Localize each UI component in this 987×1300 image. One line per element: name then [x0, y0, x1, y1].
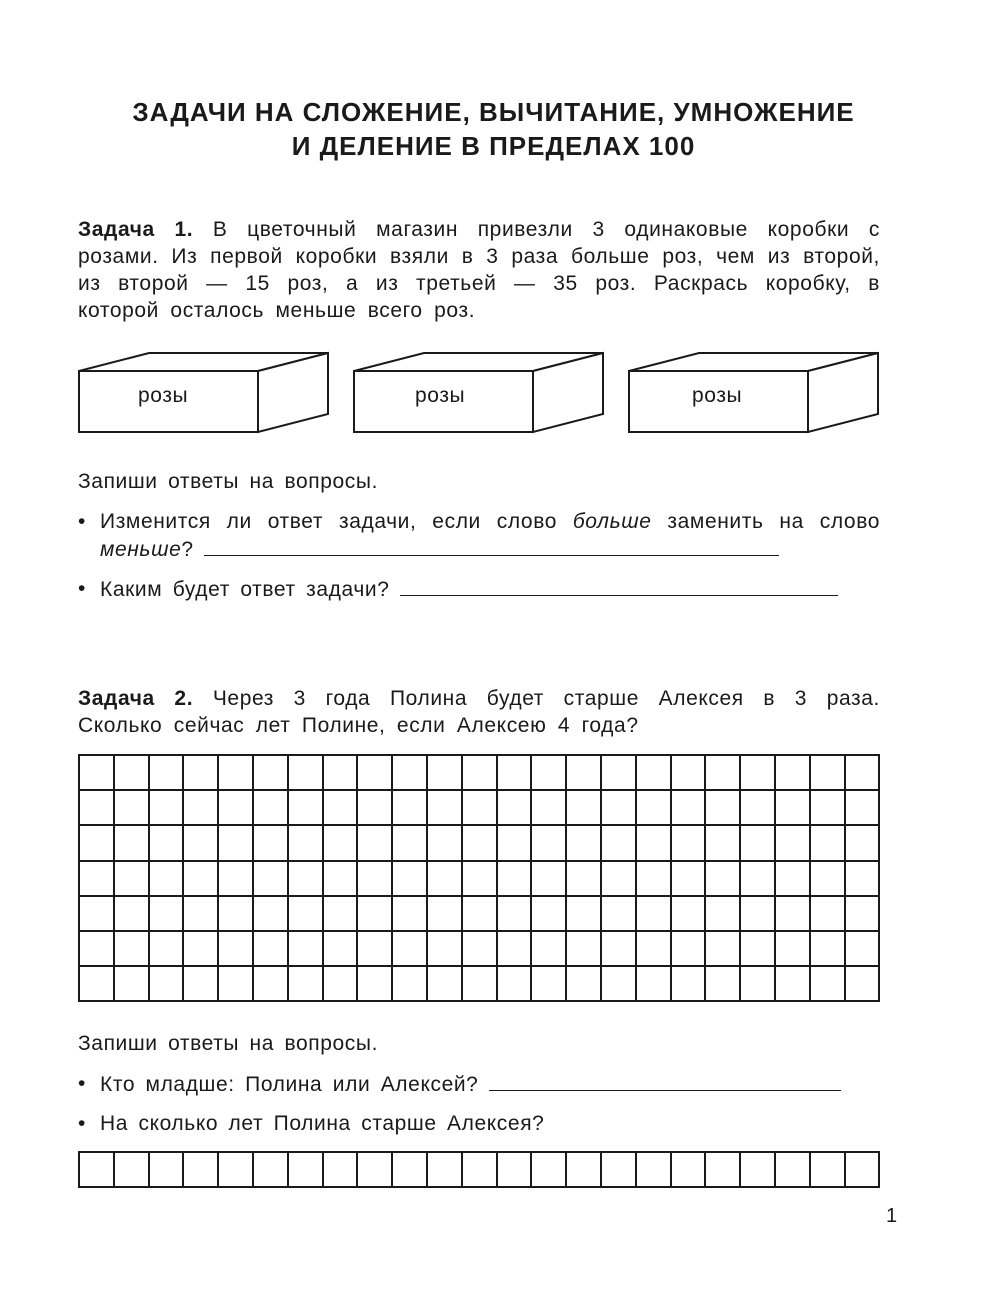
task1-prompt: Запиши ответы на вопросы.: [78, 470, 379, 493]
grid-cell[interactable]: [532, 791, 567, 826]
grid-cell[interactable]: [741, 897, 776, 932]
grid-cell[interactable]: [80, 967, 115, 1002]
grid-cell[interactable]: [846, 967, 881, 1002]
grid-cell[interactable]: [289, 897, 324, 932]
grid-cell[interactable]: [324, 967, 359, 1002]
grid-cell[interactable]: [115, 826, 150, 861]
grid-cell[interactable]: [150, 932, 185, 967]
grid-cell[interactable]: [602, 756, 637, 791]
grid-cell[interactable]: [741, 967, 776, 1002]
grid-cell[interactable]: [115, 932, 150, 967]
grid-cell[interactable]: [184, 967, 219, 1002]
grid-cell[interactable]: [846, 897, 881, 932]
solution-grid[interactable]: [78, 754, 880, 1002]
grid-cell[interactable]: [219, 791, 254, 826]
grid-cell[interactable]: [672, 967, 707, 1002]
grid-cell[interactable]: [184, 897, 219, 932]
grid-cell[interactable]: [498, 756, 533, 791]
page-number: 1: [886, 1205, 898, 1227]
task2-body: Через 3 года Полина будет старше Алексея в 3 раза. Сколько сейчас лет Полине, если Алексею 4 года?: [78, 687, 880, 737]
grid-cell[interactable]: [324, 791, 359, 826]
grid-cell[interactable]: [776, 826, 811, 861]
grid-cell[interactable]: [184, 862, 219, 897]
grid-cell[interactable]: [498, 967, 533, 1002]
grid-cell[interactable]: [254, 756, 289, 791]
grid-cell[interactable]: [602, 862, 637, 897]
grid-cell[interactable]: [358, 932, 393, 967]
rose-box-1[interactable]: [78, 352, 330, 434]
q2-text: На сколько лет Полина старше Алексея?: [100, 1112, 545, 1135]
grid-cell[interactable]: [706, 897, 741, 932]
bullet-icon: •: [78, 1112, 86, 1135]
grid-cell[interactable]: [428, 826, 463, 861]
grid-cell[interactable]: [846, 1153, 881, 1188]
grid-cell[interactable]: [184, 826, 219, 861]
grid-cell[interactable]: [532, 967, 567, 1002]
grid-cell[interactable]: [254, 932, 289, 967]
grid-cell[interactable]: [393, 897, 428, 932]
grid-cell[interactable]: [706, 967, 741, 1002]
grid-cell[interactable]: [289, 932, 324, 967]
grid-cell[interactable]: [324, 1153, 359, 1188]
grid-cell[interactable]: [463, 756, 498, 791]
grid-cell[interactable]: [567, 1153, 602, 1188]
grid-cell[interactable]: [150, 826, 185, 861]
grid-cell[interactable]: [741, 791, 776, 826]
answer-line[interactable]: [400, 575, 838, 596]
grid-cell[interactable]: [393, 932, 428, 967]
grid-cell[interactable]: [184, 791, 219, 826]
rose-box-3[interactable]: [628, 352, 880, 434]
grid-cell[interactable]: [289, 826, 324, 861]
grid-cell[interactable]: [358, 756, 393, 791]
grid-cell[interactable]: [776, 1153, 811, 1188]
grid-cell[interactable]: [637, 1153, 672, 1188]
grid-cell[interactable]: [741, 932, 776, 967]
grid-cell[interactable]: [115, 897, 150, 932]
bullet-icon: •: [78, 510, 86, 533]
grid-cell[interactable]: [289, 791, 324, 826]
grid-cell[interactable]: [115, 967, 150, 1002]
grid-cell[interactable]: [602, 967, 637, 1002]
grid-cell[interactable]: [150, 1153, 185, 1188]
grid-cell[interactable]: [637, 897, 672, 932]
grid-cell[interactable]: [184, 932, 219, 967]
grid-cell[interactable]: [289, 862, 324, 897]
bullet-icon: •: [78, 577, 86, 600]
q1-text: Изменится ли ответ задачи, если слово: [100, 510, 558, 533]
grid-cell[interactable]: [567, 826, 602, 861]
grid-cell[interactable]: [324, 862, 359, 897]
task2-question-1: [78, 1070, 880, 1100]
grid-cell[interactable]: [811, 756, 846, 791]
grid-cell[interactable]: [846, 756, 881, 791]
grid-cell[interactable]: [324, 932, 359, 967]
grid-cell[interactable]: [254, 1153, 289, 1188]
grid-cell[interactable]: [428, 756, 463, 791]
grid-cell[interactable]: [637, 756, 672, 791]
grid-cell[interactable]: [80, 791, 115, 826]
q2-text: Каким будет ответ задачи?: [100, 578, 390, 601]
grid-cell[interactable]: [254, 967, 289, 1002]
grid-cell[interactable]: [324, 897, 359, 932]
grid-cell[interactable]: [184, 1153, 219, 1188]
grid-cell[interactable]: [498, 897, 533, 932]
grid-cell[interactable]: [358, 862, 393, 897]
task2-question-2: [78, 1110, 880, 1140]
task2-text: [78, 685, 880, 739]
answer-line[interactable]: [489, 1070, 841, 1091]
task1-body: В цветочный магазин привезли 3 одинаковые коробки с розами. Из первой коробки взяли в 3 раза больше роз, чем из второй, из второй — 15 роз, а из третьей — 35 роз. Раскрась коробку, в которой осталось меньше всего роз.: [78, 218, 880, 322]
grid-cell[interactable]: [776, 756, 811, 791]
grid-cell[interactable]: [567, 791, 602, 826]
grid-cell[interactable]: [428, 862, 463, 897]
grid-cell[interactable]: [80, 1153, 115, 1188]
box-label: розы: [692, 384, 743, 407]
bullet-icon: •: [78, 1072, 86, 1095]
grid-cell[interactable]: [637, 862, 672, 897]
grid-cell[interactable]: [532, 826, 567, 861]
grid-cell[interactable]: [567, 756, 602, 791]
grid-cell[interactable]: [219, 1153, 254, 1188]
grid-cell[interactable]: [567, 967, 602, 1002]
grid-cell[interactable]: [776, 862, 811, 897]
grid-cell[interactable]: [498, 1153, 533, 1188]
grid-cell[interactable]: [358, 967, 393, 1002]
grid-cell[interactable]: [776, 791, 811, 826]
grid-cell[interactable]: [672, 897, 707, 932]
grid-cell[interactable]: [428, 932, 463, 967]
box-outline-icon: [353, 352, 605, 434]
task1-label: Задача 1.: [78, 218, 194, 241]
grid-cell[interactable]: [532, 932, 567, 967]
grid-cell[interactable]: [672, 1153, 707, 1188]
grid-cell[interactable]: [184, 756, 219, 791]
grid-cell[interactable]: [811, 791, 846, 826]
grid-cell[interactable]: [846, 862, 881, 897]
grid-cell[interactable]: [846, 791, 881, 826]
grid-cell[interactable]: [532, 897, 567, 932]
grid-cell[interactable]: [637, 826, 672, 861]
grid-cell[interactable]: [846, 826, 881, 861]
grid-cell[interactable]: [428, 791, 463, 826]
q1-text-2: заменить на слово: [667, 510, 880, 533]
grid-cell[interactable]: [289, 756, 324, 791]
grid-cell[interactable]: [219, 897, 254, 932]
grid-cell[interactable]: [637, 967, 672, 1002]
grid-cell[interactable]: [498, 932, 533, 967]
grid-cell[interactable]: [463, 826, 498, 861]
grid-cell[interactable]: [289, 967, 324, 1002]
task1-question-1: [78, 508, 880, 568]
grid-cell[interactable]: [463, 967, 498, 1002]
box-label: розы: [138, 384, 189, 407]
title-line-1: ЗАДАЧИ НА СЛОЖЕНИЕ, ВЫЧИТАНИЕ, УМНОЖЕНИЕ: [132, 97, 855, 127]
grid-cell[interactable]: [672, 862, 707, 897]
grid-cell[interactable]: [672, 756, 707, 791]
grid-cell[interactable]: [358, 897, 393, 932]
grid-cell[interactable]: [741, 862, 776, 897]
q1-question-mark: ?: [181, 538, 194, 561]
grid-cell[interactable]: [115, 1153, 150, 1188]
grid-cell[interactable]: [532, 862, 567, 897]
grid-cell[interactable]: [150, 967, 185, 1002]
grid-cell[interactable]: [219, 967, 254, 1002]
q1-word-more: больше: [572, 510, 652, 533]
grid-cell[interactable]: [637, 932, 672, 967]
grid-cell[interactable]: [115, 862, 150, 897]
grid-cell[interactable]: [150, 756, 185, 791]
grid-cell[interactable]: [776, 967, 811, 1002]
grid-cell[interactable]: [80, 862, 115, 897]
grid-cell[interactable]: [393, 791, 428, 826]
grid-cell[interactable]: [498, 826, 533, 861]
grid-cell[interactable]: [567, 897, 602, 932]
q1-text: Кто младше: Полина или Алексей?: [100, 1073, 479, 1096]
grid-cell[interactable]: [428, 1153, 463, 1188]
grid-cell[interactable]: [602, 791, 637, 826]
grid-cell[interactable]: [532, 756, 567, 791]
grid-cell[interactable]: [811, 967, 846, 1002]
box-outline-icon: [628, 352, 880, 434]
grid-cell[interactable]: [741, 1153, 776, 1188]
q1-word-less: меньше: [100, 538, 182, 561]
task1-question-2: [78, 575, 880, 605]
grid-cell[interactable]: [811, 1153, 846, 1188]
grid-cell[interactable]: [637, 791, 672, 826]
grid-cell[interactable]: [602, 1153, 637, 1188]
grid-cell[interactable]: [358, 826, 393, 861]
box-outline-icon: [78, 352, 330, 434]
grid-cell[interactable]: [254, 862, 289, 897]
grid-cell[interactable]: [463, 897, 498, 932]
grid-cell[interactable]: [393, 756, 428, 791]
grid-cell[interactable]: [393, 862, 428, 897]
grid-cell[interactable]: [672, 791, 707, 826]
grid-cell[interactable]: [80, 756, 115, 791]
grid-cell[interactable]: [80, 897, 115, 932]
grid-cell[interactable]: [567, 862, 602, 897]
grid-cell[interactable]: [672, 826, 707, 861]
page-title: [60, 95, 927, 163]
grid-cell[interactable]: [358, 791, 393, 826]
grid-cell[interactable]: [219, 826, 254, 861]
grid-cell[interactable]: [219, 862, 254, 897]
answer-grid[interactable]: [78, 1151, 880, 1188]
grid-cell[interactable]: [498, 791, 533, 826]
grid-cell[interactable]: [428, 967, 463, 1002]
task1-text: [78, 216, 880, 324]
grid-cell[interactable]: [393, 826, 428, 861]
task2-prompt: Запиши ответы на вопросы.: [78, 1032, 379, 1055]
grid-cell[interactable]: [846, 932, 881, 967]
grid-cell[interactable]: [498, 862, 533, 897]
grid-cell[interactable]: [463, 791, 498, 826]
box-label: розы: [415, 384, 466, 407]
grid-cell[interactable]: [706, 1153, 741, 1188]
grid-cell[interactable]: [254, 826, 289, 861]
grid-cell[interactable]: [706, 932, 741, 967]
grid-cell[interactable]: [463, 1153, 498, 1188]
grid-cell[interactable]: [567, 932, 602, 967]
grid-cell[interactable]: [602, 826, 637, 861]
grid-cell[interactable]: [254, 897, 289, 932]
grid-cell[interactable]: [811, 932, 846, 967]
rose-box-2[interactable]: [353, 352, 605, 434]
grid-cell[interactable]: [672, 932, 707, 967]
grid-cell[interactable]: [219, 756, 254, 791]
grid-cell[interactable]: [150, 897, 185, 932]
grid-cell[interactable]: [254, 791, 289, 826]
grid-cell[interactable]: [706, 826, 741, 861]
grid-cell[interactable]: [393, 967, 428, 1002]
grid-cell[interactable]: [80, 826, 115, 861]
grid-cell[interactable]: [741, 756, 776, 791]
grid-cell[interactable]: [532, 1153, 567, 1188]
grid-cell[interactable]: [602, 897, 637, 932]
grid-cell[interactable]: [115, 756, 150, 791]
grid-cell[interactable]: [80, 932, 115, 967]
grid-cell[interactable]: [463, 862, 498, 897]
grid-cell[interactable]: [706, 756, 741, 791]
grid-cell[interactable]: [811, 897, 846, 932]
title-line-2: И ДЕЛЕНИЕ В ПРЕДЕЛАХ 100: [291, 131, 696, 161]
grid-cell[interactable]: [150, 791, 185, 826]
grid-cell[interactable]: [463, 932, 498, 967]
grid-cell[interactable]: [706, 791, 741, 826]
grid-cell[interactable]: [219, 932, 254, 967]
grid-cell[interactable]: [706, 862, 741, 897]
grid-cell[interactable]: [358, 1153, 393, 1188]
grid-cell[interactable]: [602, 932, 637, 967]
grid-cell[interactable]: [811, 826, 846, 861]
grid-cell[interactable]: [324, 756, 359, 791]
answer-line[interactable]: [204, 535, 779, 556]
task2-label: Задача 2.: [78, 687, 194, 710]
grid-cell[interactable]: [393, 1153, 428, 1188]
grid-cell[interactable]: [428, 897, 463, 932]
grid-cell[interactable]: [150, 862, 185, 897]
grid-cell[interactable]: [741, 826, 776, 861]
grid-cell[interactable]: [324, 826, 359, 861]
grid-cell[interactable]: [776, 897, 811, 932]
grid-cell[interactable]: [811, 862, 846, 897]
grid-cell[interactable]: [115, 791, 150, 826]
grid-cell[interactable]: [289, 1153, 324, 1188]
grid-cell[interactable]: [776, 932, 811, 967]
